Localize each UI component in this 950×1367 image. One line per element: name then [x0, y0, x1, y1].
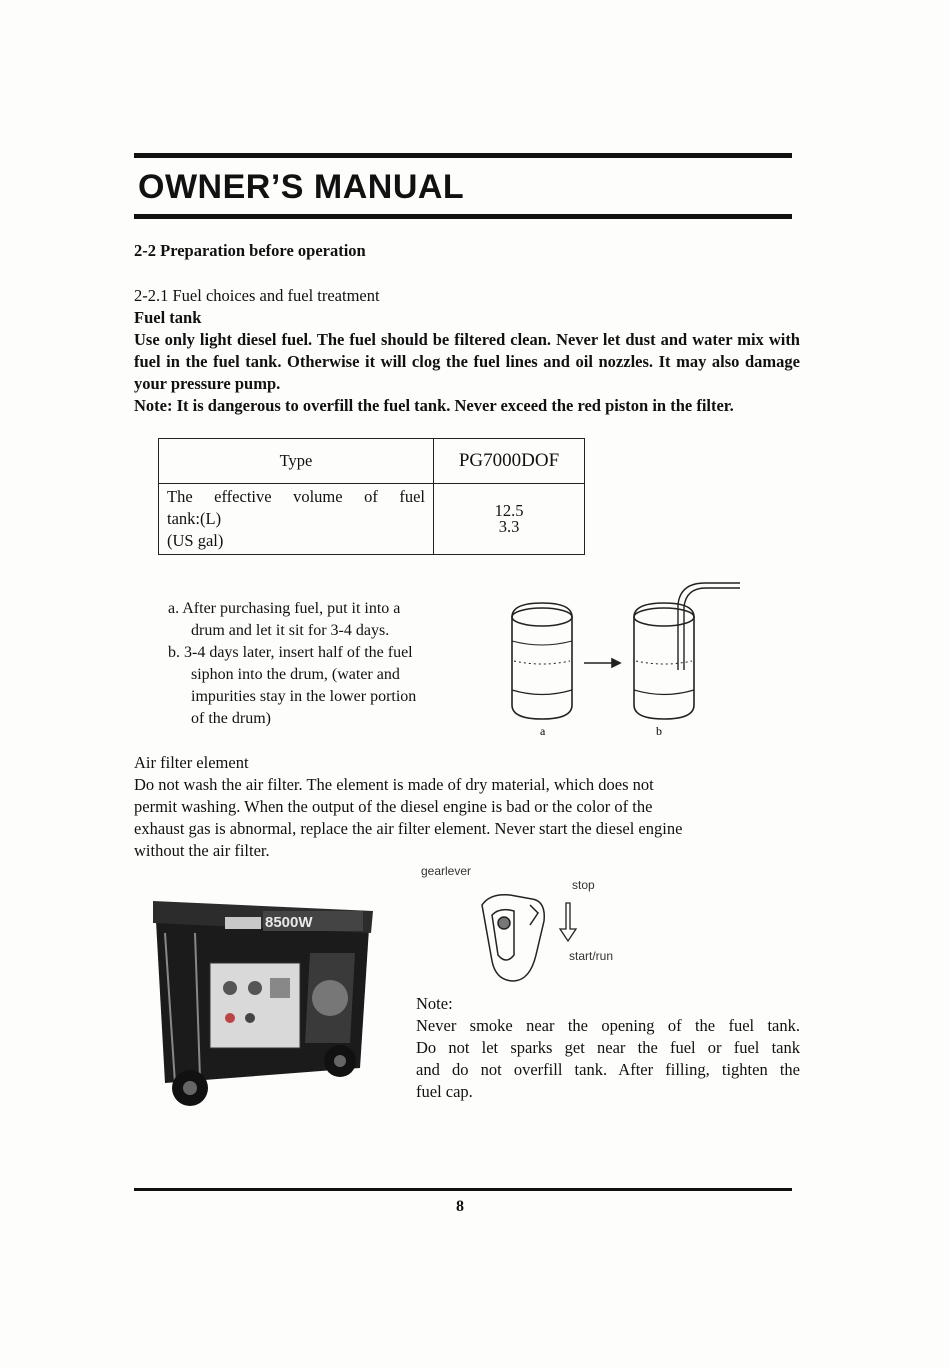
- drum-figure: [500, 575, 750, 745]
- air-filter-line4: without the air filter.: [134, 841, 270, 860]
- page-title: OWNER’S MANUAL: [138, 168, 465, 206]
- fuel-tank-paragraph: Use only light diesel fuel. The fuel should be filtered clean. Never let dust and water mix with fuel in the fuel tank. Otherwise it will clog the fuel lines and oil nozzles. It may also damage your pressure pump.: [134, 330, 800, 393]
- row-label-line2: tank:(L): [167, 509, 222, 528]
- air-filter-line1: Do not wash the air filter. The element is made of dry material, which does not: [134, 775, 654, 794]
- down-arrow-icon: [560, 903, 576, 941]
- start-run-label: start/run: [569, 949, 614, 963]
- air-filter-title: Air filter element: [134, 753, 249, 772]
- step-b-line4: of the drum): [191, 710, 271, 727]
- table-row-label: [159, 484, 434, 555]
- header-bottom-rule: [134, 214, 792, 219]
- value-gallons: 3.3: [498, 517, 520, 536]
- gearlever-label: gearlever: [421, 864, 472, 878]
- generator-photo: [145, 893, 380, 1115]
- table-header-type: Type: [159, 439, 434, 484]
- bottom-note: [416, 993, 800, 1103]
- gear-lever-icon: [482, 895, 544, 981]
- step-b-line1: 3-4 days later, insert half of the fuel: [184, 644, 413, 661]
- step-b-line3: impurities stay in the lower portion: [191, 688, 417, 705]
- arrow-icon: [584, 659, 620, 667]
- row-label-line1: The effective volume of fuel: [167, 487, 425, 506]
- value-liters: 12.5: [494, 501, 524, 520]
- section-heading: 2-2 Preparation before operation: [134, 241, 366, 260]
- row-label-line3: (US gal): [167, 531, 224, 550]
- step-a-line1: After purchasing fuel, put it into a: [182, 600, 401, 617]
- bottom-note-line1: Never smoke near the opening of the fuel tank.: [416, 1016, 800, 1035]
- step-b-prefix: b.: [168, 644, 180, 661]
- drum-a-icon: [512, 603, 572, 719]
- table-row-value: [434, 484, 585, 555]
- drum-b-icon: [634, 583, 740, 719]
- overfill-note: Note: It is dangerous to overfill the fuel tank. Never exceed the red piston in the filter.: [134, 396, 734, 415]
- air-filter-line3: exhaust gas is abnormal, replace the air filter element. Never start the diesel engine: [134, 819, 683, 838]
- step-b-line2: siphon into the drum, (water and: [191, 666, 400, 683]
- stop-label: stop: [572, 878, 595, 892]
- footer-rule: [134, 1188, 792, 1191]
- header-top-rule: [134, 153, 792, 158]
- step-list: [168, 598, 468, 730]
- table-row: [159, 484, 585, 555]
- step-a-cont: drum and let it sit for 3-4 days.: [191, 622, 390, 639]
- page-number: 8: [456, 1198, 464, 1215]
- generator-badge: 8500W: [265, 914, 313, 931]
- step-a: [168, 598, 468, 620]
- section-subheading: 2-2.1 Fuel choices and fuel treatment: [134, 286, 380, 305]
- air-filter-line2: permit washing. When the output of the diesel engine is bad or the color of the: [134, 797, 653, 816]
- fig-label-a: a: [540, 724, 546, 738]
- table-header-model: PG7000DOF: [434, 439, 585, 484]
- step-a-prefix: a.: [168, 600, 180, 617]
- fuel-tank-label: Fuel tank: [134, 308, 202, 327]
- fuel-spec-table: [158, 438, 585, 555]
- bottom-note-line4: fuel cap.: [416, 1082, 473, 1101]
- bottom-note-title: Note:: [416, 994, 453, 1013]
- bottom-note-line3: and do not overfill tank. After filling, tighten the: [416, 1060, 800, 1079]
- step-b: [168, 642, 468, 664]
- fig-label-b: b: [656, 724, 662, 738]
- table-header-row: [159, 439, 585, 484]
- bottom-note-line2: Do not let sparks get near the fuel or fuel tank: [416, 1038, 800, 1057]
- gear-lever-figure: [470, 885, 590, 985]
